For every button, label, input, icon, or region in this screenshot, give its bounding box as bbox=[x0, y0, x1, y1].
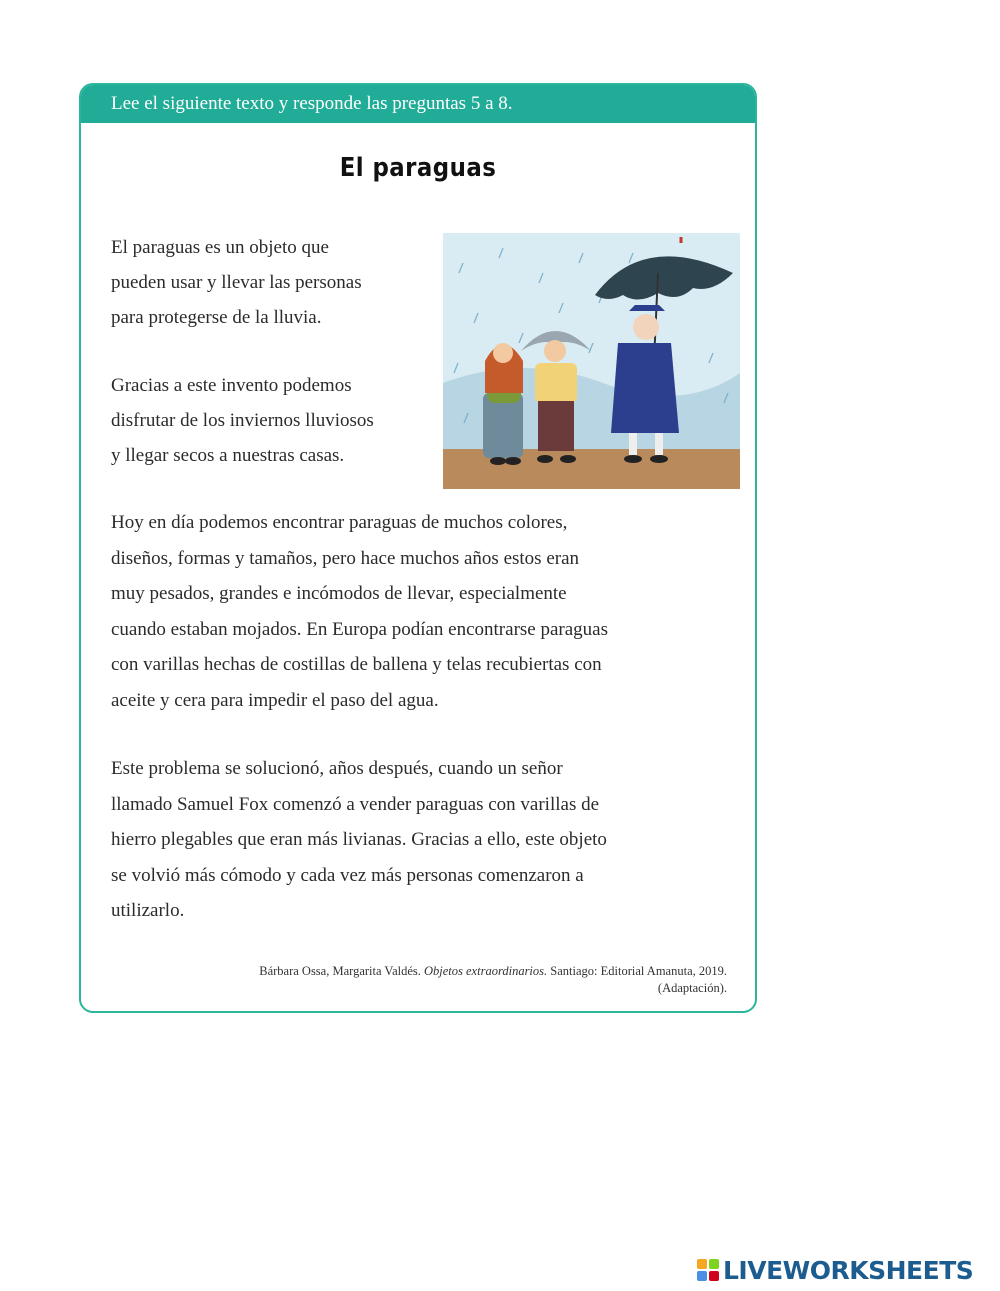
citation-authors: Bárbara Ossa, Margarita Valdés. bbox=[259, 964, 421, 978]
instruction-banner: Lee el siguiente texto y responde las preguntas 5 a 8. bbox=[81, 85, 755, 123]
reading-title: El paraguas bbox=[339, 153, 497, 183]
text-line: para protegerse de la lluvia. bbox=[111, 307, 322, 328]
umbrella-illustration bbox=[443, 233, 740, 489]
text-line: hierro plegables que eran más livianas. Gracias a ello, este objeto bbox=[111, 829, 607, 850]
paragraph-body-1 bbox=[111, 505, 736, 718]
logo-mark-icon bbox=[697, 1259, 719, 1281]
citation-book: Objetos extraordinarios. bbox=[424, 964, 548, 978]
text-line: El paraguas es un objeto que bbox=[111, 237, 329, 258]
text-line: Hoy en día podemos encontrar paraguas de muchos colores, bbox=[111, 512, 568, 533]
logo-square bbox=[709, 1271, 719, 1281]
text-line: utilizarlo. bbox=[111, 900, 185, 921]
logo-square bbox=[709, 1259, 719, 1269]
text-line: aceite y cera para impedir el paso del agua. bbox=[111, 689, 439, 711]
logo-square bbox=[697, 1271, 707, 1281]
text-line: pueden usar y llevar las personas bbox=[111, 272, 362, 293]
paragraph-body-2 bbox=[111, 751, 736, 929]
text-line: muy pesados, grandes e incómodos de llevar, especialmente bbox=[111, 583, 567, 604]
text-line: cuando estaban mojados. En Europa podían encontrarse paraguas bbox=[111, 618, 608, 640]
paragraph-intro-1 bbox=[111, 230, 451, 335]
text-line: Gracias a este invento podemos bbox=[111, 375, 352, 396]
text-line: disfrutar de los inviernos lluviosos bbox=[111, 410, 374, 431]
citation-publisher: Santiago: Editorial Amanuta, 2019. bbox=[550, 964, 727, 978]
paragraph-intro-2 bbox=[111, 368, 451, 473]
liveworksheets-logo bbox=[697, 1255, 973, 1285]
text-line: y llegar secos a nuestras casas. bbox=[111, 445, 345, 466]
text-line: diseños, formas y tamaños, pero hace muchos años estos eran bbox=[111, 547, 580, 569]
text-line: llamado Samuel Fox comenzó a vender paraguas con varillas de bbox=[111, 793, 600, 815]
text-line: Este problema se solucionó, años después, cuando un señor bbox=[111, 758, 563, 779]
source-citation bbox=[127, 963, 727, 997]
text-line: con varillas hechas de costillas de ballena y telas recubiertas con bbox=[111, 654, 602, 675]
citation-note: (Adaptación). bbox=[657, 981, 727, 995]
logo-text: LIVEWORKSHEETS bbox=[723, 1255, 974, 1285]
text-line: se volvió más cómodo y cada vez más personas comenzaron a bbox=[111, 864, 584, 886]
reading-card bbox=[79, 83, 757, 1013]
logo-square bbox=[697, 1259, 707, 1269]
